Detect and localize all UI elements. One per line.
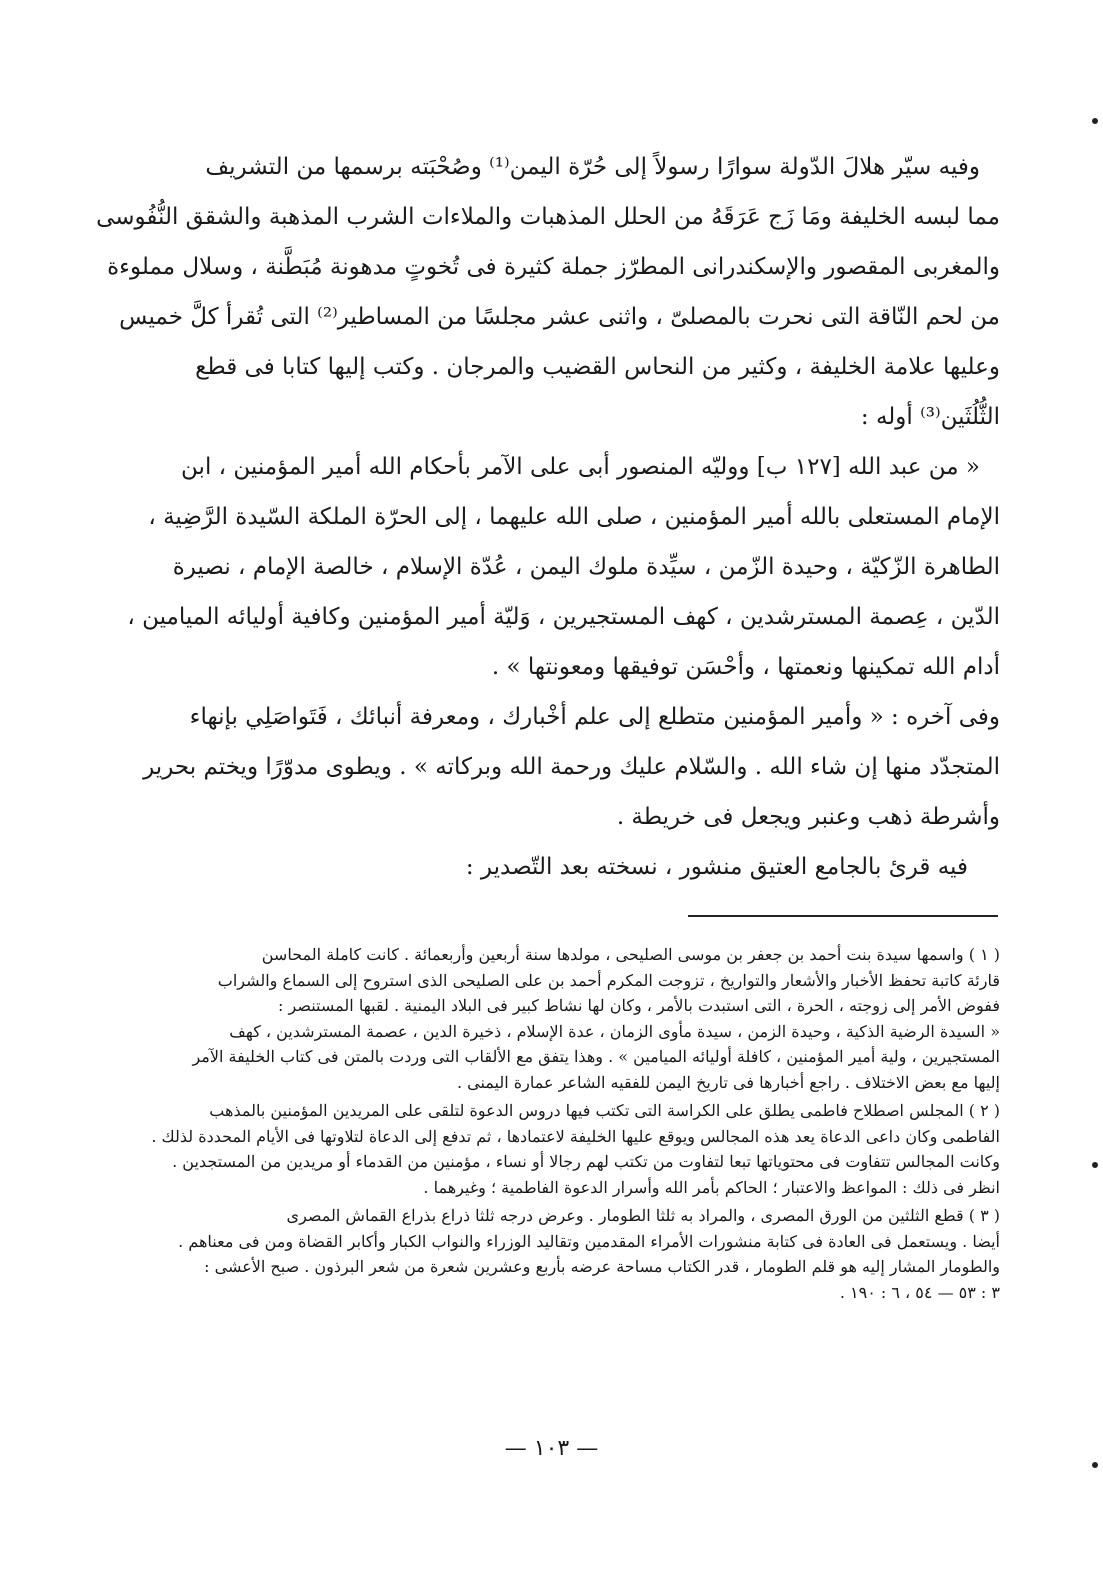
main-text	[96, 142, 1000, 892]
footnote-line: « السيدة الرضية الذكية ، وحيدة الزمن ، سيدة مأوى الزمان ، عدة الإسلام ، ذخيرة الدين ، عصمة المسترشدين ، كهف	[229, 1021, 1000, 1041]
page-number: — ١٠٣ —	[504, 1436, 599, 1461]
footnote-line: المستجيرين ، ولية أمير المؤمنين ، كافلة أوليائه الميامين » . وهذا يتفق مع الألقاب التى وردت بالمتن فى كتاب الخليفة الآمر	[192, 1047, 1000, 1066]
body-line: وعليها علامة الخليفة ، وكثير من النحاس القضيب والمرجان . وكتب إليها كتابا فى قطع	[195, 354, 1000, 380]
footnote-line: وكانت المجالس تتفاوت فى محتوياتها تبعا لتفاوت من تكتب لهم رجالا أو نساء ، مؤمنين من القدماء أو مريدين من المستجدين .	[172, 1152, 1000, 1171]
section-heading-line: فيه قرئ بالجامع العتيق منشور ، نسخته بعد التّصدير :	[465, 854, 968, 880]
scan-edge-mark	[1092, 1162, 1098, 1168]
footnotes	[151, 942, 1000, 1305]
body-line: الثُّلُثَين⁽³⁾ أوله :	[860, 404, 1000, 430]
footnote-line: أيضا . ويستعمل فى العادة فى كتابة منشورات الأمراء المقدمين وتقاليد الوزراء والنواب الكبار وأكابر القضاة ومن فى معناهم .	[178, 1231, 1000, 1251]
footnote-line: والطومار المشار إليه هو قلم الطومار ، قدر الكتاب مساحة عرضه بأربع وعشرين شعرة من شعر البرذون . صبح الأعشى :	[204, 1257, 1000, 1276]
footnote-line: انظر فى ذلك : المواعظ والاعتبار ؛ الحاكم بأمر الله وأسرار الدعوة الفاطمية ؛ وغيرهما .	[423, 1177, 1000, 1197]
body-line: الإمام المستعلى بالله أمير المؤمنين ، صلى الله عليهما ، إلى الحرّة الملكة السّيدة الرَّضِية ،	[148, 504, 1000, 530]
scan-edge-mark	[1092, 1462, 1098, 1468]
footnote-line: ( ١ ) واسمها سيدة بنت أحمد بن جعفر بن موسى الصليحى ، مولدها سنة أربعين وأربعمائة . كانت كاملة المحاسن	[261, 945, 1000, 964]
scan-edge-mark	[1092, 118, 1098, 124]
footnote-line: الفاطمى وكان داعى الدعاة يعد هذه المجالس ويوقع عليها الخليفة لاعتمادها ، ثم تدفع إلى الدعاة لتلاوتها فى الأيام المحددة لذلك .	[151, 1126, 1000, 1146]
footnote-line: ٣ : ٥٣ — ٥٤ ، ٦ : ١٩٠ .	[839, 1282, 1000, 1302]
body-line: وأشرطة ذهب وعنبر ويجعل فى خريطة .	[616, 804, 1000, 830]
footnote-line: ففوض الأمر إلى زوجته ، الحرة ، التى استبدت بالأمر ، وكان لها نشاط كبير فى البلاد اليمنية . لقبها المستنصر :	[278, 996, 1000, 1015]
body-line: « من عبد الله [١٢٧ ب] ووليّه المنصور أبى على الآمر بأحكام الله أمير المؤمنين ، ابن	[181, 454, 980, 480]
footnote-divider	[688, 915, 998, 917]
body-line: والمغربى المقصور والإسكندرانى المطرّز جملة كثيرة فى تُخوتٍ مدهونة مُبَطَّنة ، وسلال مملوءة	[107, 254, 1000, 280]
body-line: من لحم النّاقة التى نحرت بالمصلىّ ، واثنى عشر مجلسًا من المساطير⁽²⁾ التى تُقرأ كلَّ خميس	[119, 304, 1000, 330]
footnote-line: ( ٣ ) قطع الثلثين من الورق المصرى ، والمراد به ثلثا الطومار . وعرض درجه ثلثا ذراع بذراع القماش المصرى	[286, 1206, 1000, 1225]
body-line: أدام الله تمكينها ونعمتها ، وأحْسَن توفيقها ومعونتها » .	[491, 654, 1000, 680]
footnote-line: قارئة كاتبة تحفظ الأخبار والأشعار والتواريخ ، تزوجت المكرم أحمد بن على الصليحى الذى استروح إلى السماع والشراب	[217, 970, 1000, 990]
body-line: المتجدّد منها إن شاء الله . والسّلام عليك ورحمة الله وبركاته » . ويطوى مدوّرًا ويختم بحرير	[143, 754, 1000, 780]
body-line: وفى آخره : « وأمير المؤمنين متطلع إلى علم أخْبارك ، ومعرفة أنبائك ، فَتَواصَلِي بإنهاء	[189, 704, 1000, 730]
body-line: الطاهرة الزّكيّة ، وحيدة الزّمن ، سيِّدة ملوك اليمن ، عُدّة الإسلام ، خالصة الإمام ، نصيرة	[172, 554, 1000, 580]
footnote-line: إليها مع بعض الاختلاف . راجع أخبارها فى تاريخ اليمن للفقيه الشاعر عمارة اليمنى .	[456, 1072, 1000, 1092]
body-line: الدّين ، عِصمة المسترشدين ، كهف المستجيرين ، وَليّة أمير المؤمنين وكافية أوليائه الميامين ،	[127, 604, 1000, 630]
body-line: وفيه سيّر هلالَ الدّولة سوارًا رسولاً إلى حُرّة اليمن⁽¹⁾ وصُحْبَته برسمها من التشريف	[205, 154, 980, 180]
body-line: مما لبسه الخليفة ومَا زَج عَرَقَهُ من الحلل المذهبات والملاءات الشرب المذهبة والشقق النُّفُوسى	[96, 204, 1000, 230]
footnote-line: ( ٢ ) المجلس اصطلاح فاطمى يطلق على الكراسة التى تكتب فيها دروس الدعوة لتلقى على المريدين المؤمنين بالمذهب	[209, 1101, 1000, 1120]
